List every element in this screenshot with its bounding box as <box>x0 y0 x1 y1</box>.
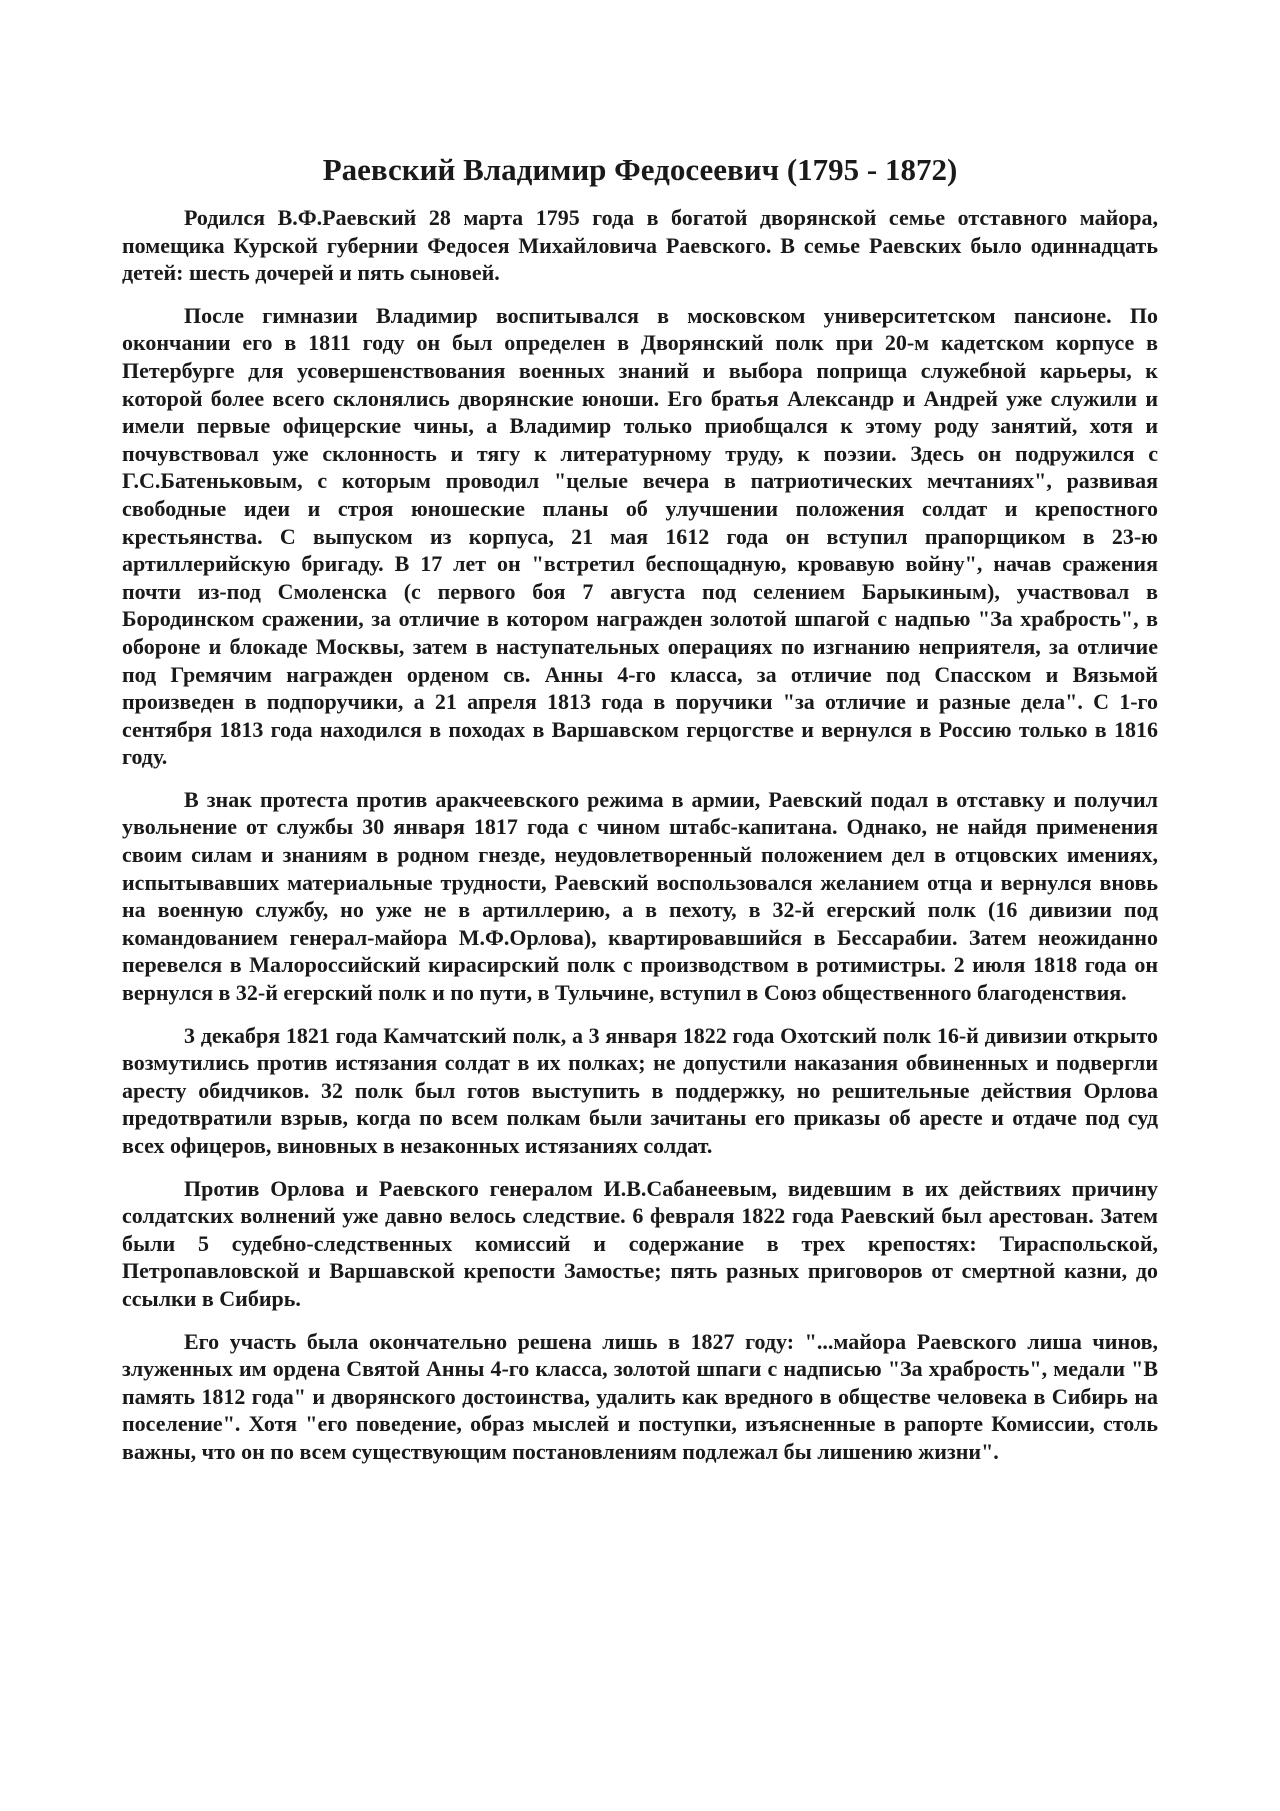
paragraph-investigation: Против Орлова и Раевского генералом И.В.Сабанеевым, видевшим в их действиях причину солдатских волнений уже давно велось следствие. 6 февраля 1822 года Раевский был арестован. Затем были 5 судебно-следственных комиссий и содержание в трех крепостях: Тираспольской, Петропавловской и Варшавской крепости Замостье; пять разных приговоров от смертной казни, до ссылки в Сибирь. <box>122 1175 1158 1311</box>
page-title: Раевский Владимир Федосеевич (1795 - 1872) <box>322 152 958 187</box>
paragraph-education-war: После гимназии Владимир воспитывался в московском университетском пансионе. По окончании его в 1811 году он был определен в Дворянский полк при 20-м кадетском корпусе в Петербурге для усовершенствования военных знаний и выбора поприща служебной карьеры, к которой более всего склонялись дворянские юноши. Его братья Александр и Андрей уже служили и имели первые офицерские чины, а Владимир только приобщался к этому роду занятий, хотя и почувствовал уже склонность и тягу к литературному труду, к поэзии. Здесь он подружился с Г.С.Батеньковым, с которым проводил "целые вечера в патриотических мечтаниях", развивая свободные идеи и строя юношеские планы об улучшении положения солдат и крепостного крестьянства. С выпуском из корпуса, 21 мая 1612 года он вступил прапорщиком в 23-ю артиллерийскую бригаду. В 17 лет он "встретил беспощадную, кровавую войну", начав сражения почти из-под Смоленска (с первого боя 7 августа под селением Барыкиным), участвовал в Бородинском сражении, за отличие в котором награжден золотой шпагой с надпью "За храбрость", в обороне и блокаде Москвы, затем в наступательных операциях по изгнанию неприятеля, за отличие под Гремячим награжден орденом св. Анны 4-го класса, за отличие под Спасском и Вязьмой произведен в подпоручики, а 21 апреля 1813 года в поручики "за отличие и разные дела". С 1-го сентября 1813 года находился в походах в Варшавском герцогстве и вернулся в Россию только в 1816 году. <box>122 302 1158 770</box>
paragraph-birth: Родился В.Ф.Раевский 28 марта 1795 года в богатой дворянской семье отставного майора, помещика Курской губернии Федосея Михайловича Раевского. В семье Раевских было одиннадцать детей: шесть дочерей и пять сыновей. <box>122 205 1158 286</box>
paragraph-retirement-service: В знак протеста против аракчеевского режима в армии, Раевский подал в отставку и получил увольнение от службы 30 января 1817 года с чином штабс-капитана. Однако, не найдя применения своим силам и знаниям в родном гнезде, неудовлетворенный положением дел в отцовских имениях, испытывавших материальные трудности, Раевский воспользовался желанием отца и вернулся вновь на военную службу, но уже не в артиллерию, а в пехоту, в 32-й егерский полк (16 дивизии под командованием генерал-майора М.Ф.Орлова), квартировавшийся в Бессарабии. Затем неожиданно перевелся в Малороссийский кирасирский полк с производством в ротимистры. 2 июля 1818 года он вернулся в 32-й егерский полк и по пути, в Тульчине, вступил в Союз общественного благоденствия. <box>122 786 1158 1006</box>
paragraph-regiment-revolt: 3 декабря 1821 года Камчатский полк, а 3 января 1822 года Охотский полк 16-й дивизии открыто возмутились против истязания солдат в их полках; не допустили наказания обвиненных и подвергли аресту обидчиков. 32 полк был готов выступить в поддержку, но решительные действия Орлова предотвратили взрыв, когда по всем полкам были зачитаны его приказы об аресте и отдаче под суд всех офицеров, виновных в незаконных истязаниях солдат. <box>122 1022 1158 1158</box>
document-body <box>122 150 1158 1481</box>
paragraph-sentence: Его участь была окончательно решена лишь в 1827 году: "...майора Раевского лиша чинов, злуженных им ордена Святой Анны 4-го класса, золотой шпаги с надписью "За храбрость", медали "В память 1812 года" и дворянского достоинства, удалить как вредного в обществе человека в Сибирь на поселение". Хотя "его поведение, образ мыслей и поступки, изъясненные в рапорте Комиссии, столь важны, что он по всем существующим постановлениям подлежал бы лишению жизни". <box>122 1328 1158 1464</box>
